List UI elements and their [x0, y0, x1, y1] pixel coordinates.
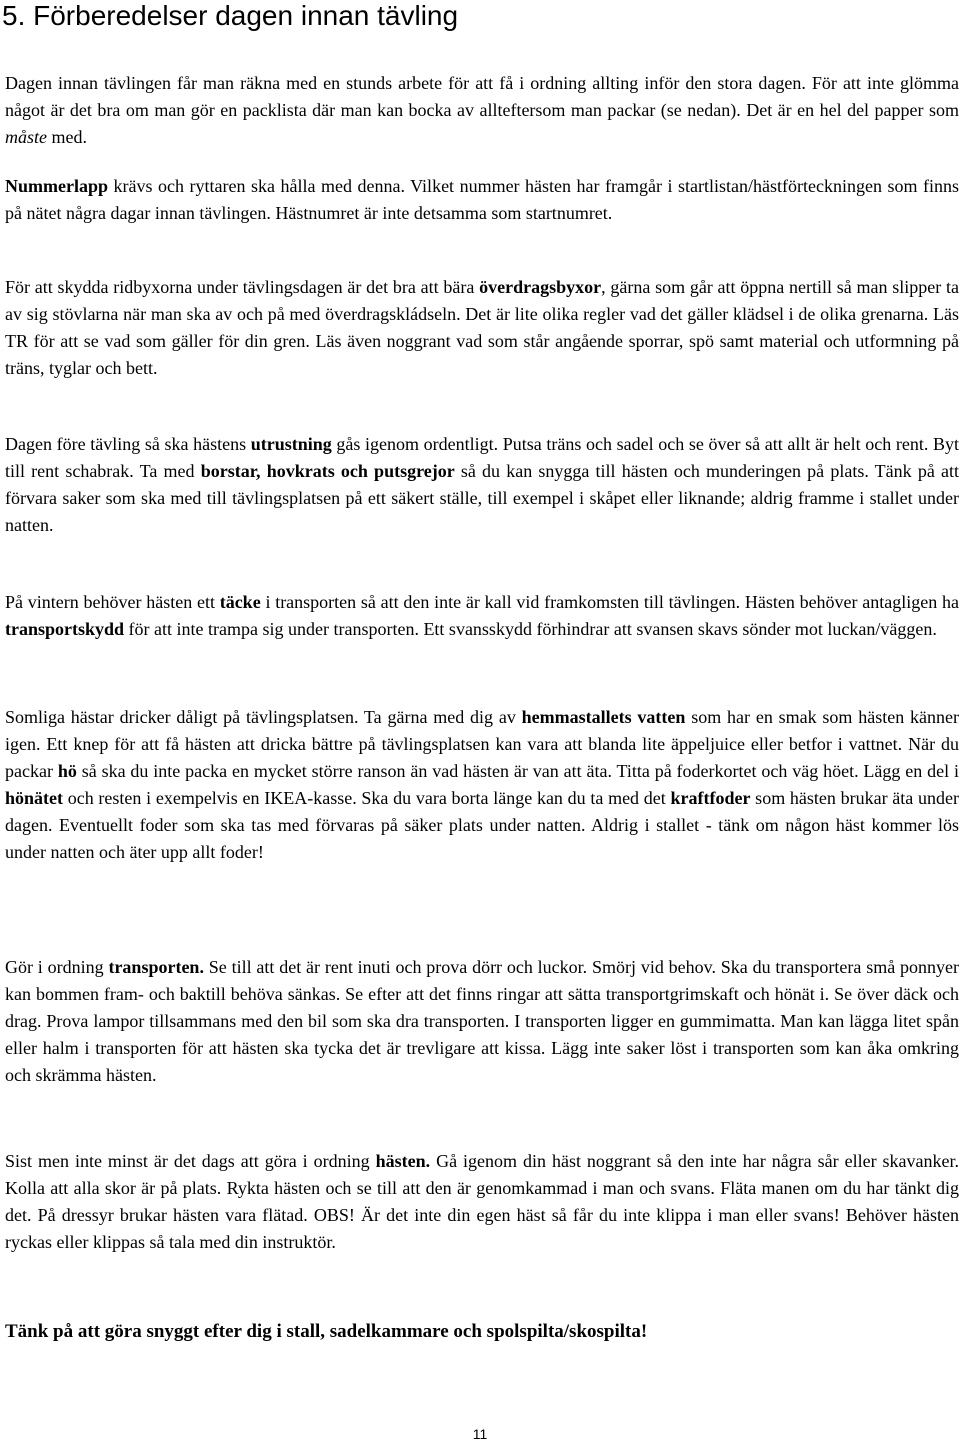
text-run: Dagen före tävling så ska hästens — [5, 434, 251, 454]
italic-text: måste — [5, 127, 47, 147]
text-run: För att skydda ridbyxorna under tävlingsdagen är det bra att bära — [5, 277, 480, 297]
bold-text: kraftfoder — [670, 788, 751, 808]
text-run: Gör i ordning — [5, 957, 109, 977]
paragraph-nummerlapp — [5, 173, 959, 227]
paragraph-closing-reminder — [5, 1318, 959, 1345]
bold-text: Tänk på att göra snyggt efter dig i stall, sadelkammare och spolspilta/skospilta! — [5, 1321, 648, 1342]
text-run: Somliga hästar dricker dåligt på tävlingsplatsen. Ta gärna med dig av — [5, 707, 522, 727]
text-run: På vintern behöver hästen ett — [5, 592, 220, 612]
text-run: så du kan snygga till hästen och munderingen på plats. Tänk på att förvara saker som ska med till tävlingsplatsen på ett säkert ställe, till exempel i skåpet eller liknande; aldrig framme i stallet under natten. — [5, 461, 959, 535]
paragraph-overdragsbyxor — [5, 274, 959, 382]
bold-text: utrustning — [250, 434, 332, 454]
bold-text: transportskydd — [5, 619, 125, 639]
text-run: så ska du inte packa en mycket större ranson än vad hästen är van att äta. Titta på foderkortet och väg höet. Lägg en del i — [76, 761, 959, 781]
text-run: Sist men inte minst är det dags att göra i ordning — [5, 1151, 376, 1171]
bold-text: hö — [57, 761, 77, 781]
text-run: som hästen brukar äta under dagen. Eventuellt foder som ska tas med förvaras på säker plats under natten. Aldrig i stallet - tänk om någon häst kommer lös under natten och äter upp allt foder! — [5, 788, 959, 862]
text-run: , gärna som går att öppna nertill så man slipper ta av sig stövlarna när man ska av och på med överdragskládseln. Det är lite olika regler vad det gäller klädsel i de olika grenarna. Läs TR för att se vad som gäller för din gren. Läs även noggrant vad som står angående sporrar, spö samt material och utformning på träns, tyglar och bett. — [5, 277, 959, 378]
text-run: gås igenom ordentligt. Putsa träns och sadel och se över så att allt är helt och rent. Byt till rent schabrak. Ta med — [5, 434, 959, 481]
page-number: 11 — [472, 1426, 488, 1442]
text-run: och resten i exempelvis en IKEA-kasse. Ska du vara borta länge kan du ta med det — [63, 788, 671, 808]
paragraph-transporten — [5, 954, 959, 1089]
bold-text: täcke — [219, 592, 261, 612]
paragraph-hasten — [5, 1148, 959, 1256]
text-run: i transporten så att den inte är kall vid framkomsten till tävlingen. Hästen behöver antagligen ha — [260, 592, 960, 612]
bold-text: hästen. — [375, 1151, 431, 1171]
paragraph-intro — [5, 70, 959, 151]
paragraph-utrustning — [5, 431, 959, 539]
paragraph-vatten-foder — [5, 704, 959, 866]
bold-text: Nummerlapp — [5, 176, 108, 196]
bold-text: borstar, hovkrats och putsgrejor — [200, 461, 455, 481]
text-run: Dagen innan tävlingen får man räkna med en stunds arbete för att få i ordning allting inför den stora dagen. För att inte glömma något är det bra om man gör en packlista där man kan bocka av allteftersom man packar (se nedan). Det är en hel del papper som — [5, 73, 959, 120]
bold-text: hemmastallets vatten — [521, 707, 686, 727]
bold-text: hönätet — [5, 788, 63, 808]
text-run: som har en smak som hästen känner igen. Ett knep för att få hästen att dricka bättre på tävlingsplatsen kan vara att blanda lite äppeljuice eller betfor i vattnet. När du packar — [5, 707, 959, 781]
bold-text: överdragsbyxor — [479, 277, 602, 297]
text-run: med. — [47, 127, 87, 147]
text-run: Se till att det är rent inuti och prova dörr och luckor. Smörj vid behov. Ska du transportera små ponnyer kan bommen fram- och baktill behöva sänkas. Se efter att det finns ringar att sätta transportgrimskaft och hönät i. Se över däck och drag. Prova lampor tillsammans med den bil som ska dra transporten. I transporten ligger en gummimatta. Man kan lägga litet spån eller halm i transporten för att hästen ska tycka det är trevligare att kissa. Lägg inte saker löst i transporten som kan åka omkring och skrämma hästen. — [5, 957, 959, 1085]
section-heading: 5. Förberedelser dagen innan tävling — [2, 0, 459, 31]
bold-text: transporten. — [108, 957, 204, 977]
text-run: krävs och ryttaren ska hålla med denna. Vilket nummer hästen har framgår i startlistan/hästförteckningen som finns på nätet några dagar innan tävlingen. Hästnumret är inte detsamma som startnumret. — [5, 176, 959, 223]
text-run: för att inte trampa sig under transporten. Ett svansskydd förhindrar att svansen skavs sönder mot luckan/väggen. — [124, 619, 937, 639]
text-run: Gå igenom din häst noggrant så den inte har några sår eller skavanker. Kolla att alla skor är på plats. Rykta hästen och se till att den är genomkammad i man och svans. Fläta manen om du har tänkt dig det. På dressyr brukar hästen vara flätad. OBS! Är det inte din egen häst så får du inte klippa i man eller svans! Behöver hästen ryckas eller klippas så tala med din instruktör. — [5, 1151, 960, 1252]
paragraph-vintern — [5, 589, 959, 643]
